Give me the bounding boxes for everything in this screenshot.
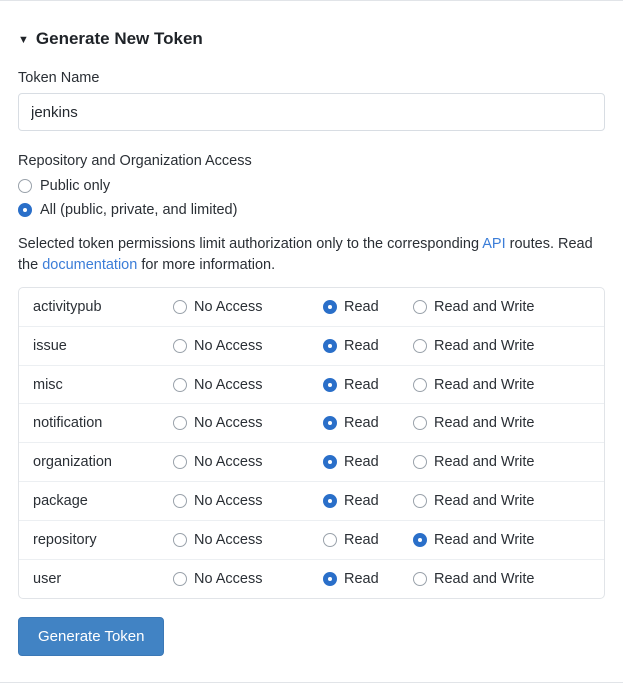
- permission-option-read-and-write[interactable]: [413, 571, 590, 587]
- generate-new-token-header[interactable]: [18, 1, 605, 51]
- permission-option-read-and-write[interactable]: [413, 493, 590, 509]
- radio-icon[interactable]: [413, 572, 427, 586]
- permission-option-label: Read: [344, 337, 379, 354]
- radio-icon[interactable]: [173, 572, 187, 586]
- radio-icon[interactable]: [413, 455, 427, 469]
- permission-name: notification: [33, 415, 103, 432]
- permission-option-label: No Access: [194, 492, 263, 509]
- permission-option-no-access[interactable]: [173, 571, 323, 587]
- permission-option-no-access[interactable]: [173, 415, 323, 431]
- permission-option-label: No Access: [194, 454, 263, 471]
- permission-name: issue: [33, 337, 67, 354]
- permission-option-label: Read and Write: [434, 531, 535, 548]
- permission-option-label: No Access: [194, 415, 263, 432]
- permission-option-label: Read and Write: [434, 298, 535, 315]
- permission-name: repository: [33, 531, 97, 548]
- permission-option-no-access[interactable]: [173, 532, 323, 548]
- permission-option-read[interactable]: [323, 454, 413, 470]
- permission-option-label: Read: [344, 454, 379, 471]
- radio-icon[interactable]: [173, 378, 187, 392]
- permission-option-read[interactable]: [323, 338, 413, 354]
- permission-name: organization: [33, 454, 112, 471]
- permission-name: misc: [33, 376, 63, 393]
- radio-icon[interactable]: [173, 455, 187, 469]
- permission-option-label: Read and Write: [434, 454, 535, 471]
- permission-name: activitypub: [33, 298, 102, 315]
- permission-option-label: Read and Write: [434, 571, 535, 587]
- radio-selected-icon[interactable]: [323, 572, 337, 586]
- chevron-down-icon[interactable]: ▼: [18, 33, 29, 46]
- permission-option-read[interactable]: [323, 493, 413, 509]
- radio-icon[interactable]: [173, 533, 187, 547]
- permission-name: user: [33, 571, 62, 587]
- permission-option-read[interactable]: [323, 532, 413, 548]
- permission-option-read-and-write[interactable]: [413, 377, 590, 393]
- permission-option-read[interactable]: [323, 415, 413, 431]
- permission-name: package: [33, 492, 88, 509]
- permissions-table: [18, 287, 605, 599]
- radio-selected-icon[interactable]: [323, 416, 337, 430]
- access-option-label: Public only: [40, 178, 111, 194]
- token-name-input[interactable]: [18, 93, 605, 131]
- radio-selected-icon[interactable]: [18, 203, 32, 217]
- note-text-part3: for more information.: [137, 257, 276, 274]
- radio-selected-icon[interactable]: [323, 494, 337, 508]
- permission-option-label: No Access: [194, 298, 263, 315]
- radio-icon[interactable]: [413, 300, 427, 314]
- permission-option-read-and-write[interactable]: [413, 338, 590, 354]
- repository-organization-access-label: Repository and Organization Access: [18, 153, 252, 169]
- permission-option-read[interactable]: [323, 571, 413, 587]
- table-row: [19, 366, 604, 405]
- table-row: [19, 327, 604, 366]
- permission-option-label: No Access: [194, 337, 263, 354]
- radio-icon[interactable]: [18, 179, 32, 193]
- permission-option-read-and-write[interactable]: [413, 299, 590, 315]
- radio-icon[interactable]: [413, 339, 427, 353]
- radio-icon[interactable]: [323, 533, 337, 547]
- radio-selected-icon[interactable]: [323, 339, 337, 353]
- permission-option-label: No Access: [194, 376, 263, 393]
- table-row: [19, 482, 604, 521]
- radio-selected-icon[interactable]: [413, 533, 427, 547]
- radio-icon[interactable]: [173, 494, 187, 508]
- permission-option-no-access[interactable]: [173, 338, 323, 354]
- permission-option-label: Read: [344, 531, 379, 548]
- table-row: [19, 404, 604, 443]
- radio-icon[interactable]: [173, 416, 187, 430]
- permission-option-label: Read: [344, 415, 379, 432]
- permission-option-label: Read and Write: [434, 376, 535, 393]
- radio-selected-icon[interactable]: [323, 300, 337, 314]
- radio-icon[interactable]: [173, 300, 187, 314]
- token-name-label: Token Name: [18, 70, 100, 86]
- permission-option-label: No Access: [194, 571, 263, 587]
- access-option-public-only[interactable]: [18, 178, 605, 194]
- note-text-part1: Selected token permissions limit authorization only to the corresponding: [18, 236, 483, 252]
- permission-option-label: Read: [344, 492, 379, 509]
- permission-option-read-and-write[interactable]: [413, 454, 590, 470]
- permission-option-read[interactable]: [323, 377, 413, 393]
- permission-option-read-and-write[interactable]: [413, 532, 590, 548]
- api-link[interactable]: API: [482, 236, 506, 252]
- permission-option-label: No Access: [194, 531, 263, 548]
- permission-option-read[interactable]: [323, 299, 413, 315]
- permission-option-no-access[interactable]: [173, 299, 323, 315]
- permission-option-label: Read and Write: [434, 492, 535, 509]
- permission-option-label: Read: [344, 298, 379, 315]
- table-row: [19, 288, 604, 327]
- documentation-link[interactable]: documentation: [42, 257, 138, 274]
- table-row: [19, 560, 604, 599]
- radio-icon[interactable]: [413, 416, 427, 430]
- permission-option-label: Read: [344, 376, 379, 393]
- permissions-note: [18, 234, 593, 276]
- permission-option-label: Read and Write: [434, 415, 535, 432]
- permission-option-no-access[interactable]: [173, 377, 323, 393]
- generate-token-button[interactable]: Generate Token: [18, 617, 164, 656]
- table-row: [19, 443, 604, 482]
- permission-option-read-and-write[interactable]: [413, 415, 590, 431]
- permission-option-no-access[interactable]: [173, 493, 323, 509]
- access-option-all[interactable]: [18, 202, 605, 218]
- radio-icon[interactable]: [413, 494, 427, 508]
- access-option-label: All (public, private, and limited): [40, 202, 238, 218]
- page-title: Generate New Token: [35, 29, 203, 48]
- radio-selected-icon[interactable]: [323, 378, 337, 392]
- permission-option-label: Read: [344, 571, 379, 587]
- radio-icon[interactable]: [173, 339, 187, 353]
- permission-option-label: Read and Write: [434, 337, 535, 354]
- permission-option-no-access[interactable]: [173, 454, 323, 470]
- radio-icon[interactable]: [413, 378, 427, 392]
- note-text-part2: routes. Read the: [18, 236, 593, 274]
- table-row: [19, 521, 604, 560]
- radio-selected-icon[interactable]: [323, 455, 337, 469]
